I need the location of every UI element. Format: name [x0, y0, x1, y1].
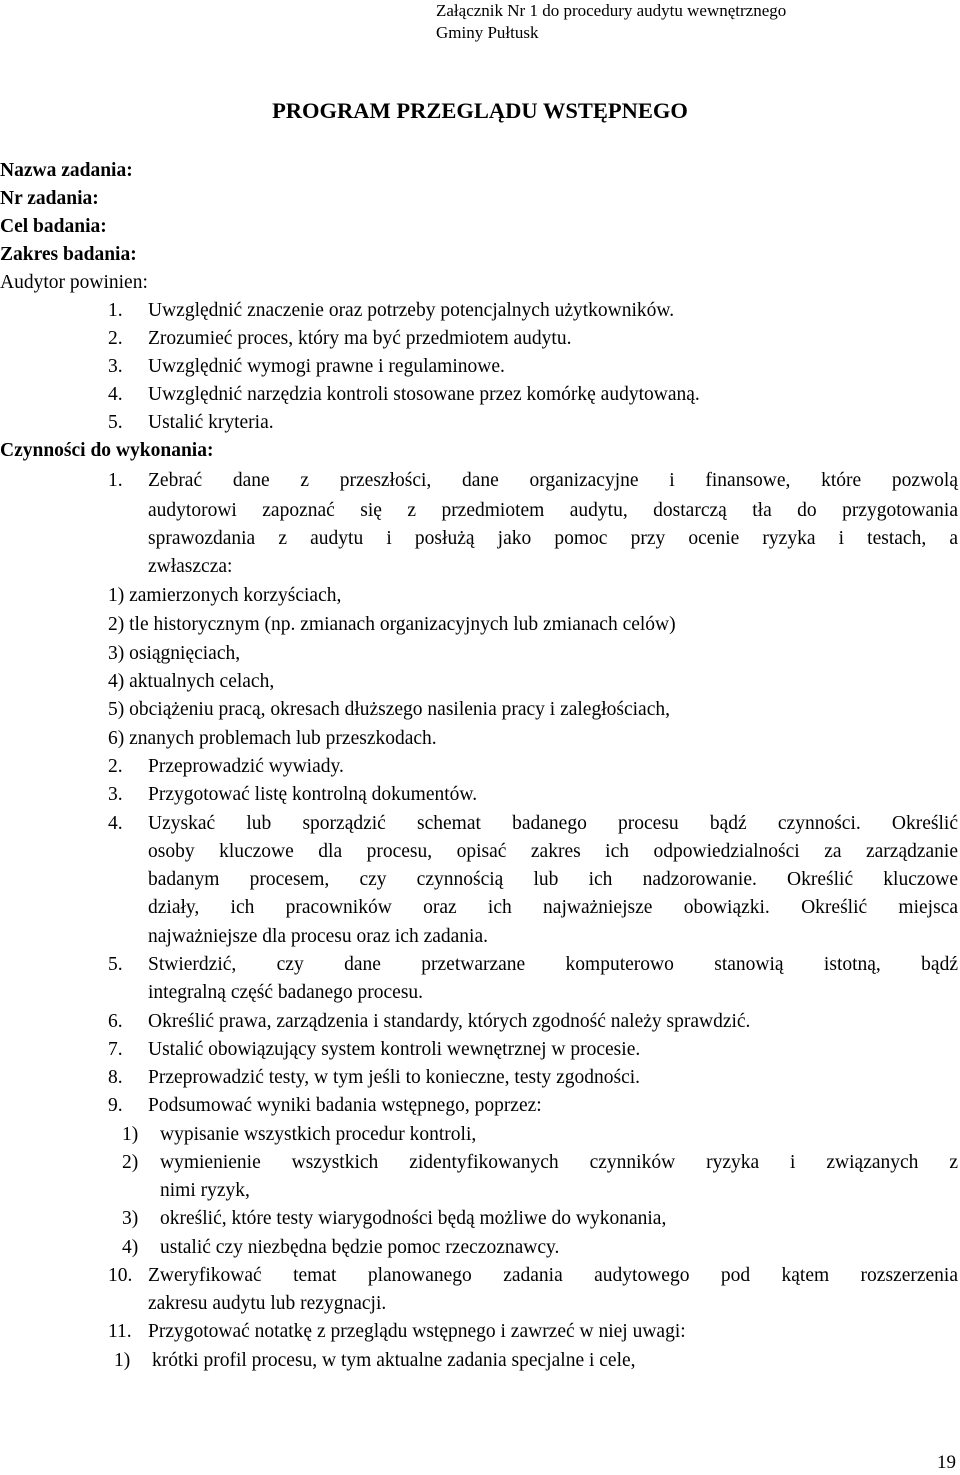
- task-4-num: 4.: [108, 813, 123, 834]
- auditor-item-3: Uwzględnić wymogi prawne i regulaminowe.: [148, 356, 505, 377]
- auditor-item-2: Zrozumieć proces, który ma być przedmiotem audytu.: [148, 328, 572, 349]
- task-3-num: 3.: [108, 784, 123, 805]
- task-9-sub-1-num: 1): [122, 1124, 139, 1145]
- task-1-line-4: zwłaszcza:: [148, 556, 233, 577]
- task-7: Ustalić obowiązujący system kontroli wewnętrznej w procesie.: [148, 1039, 641, 1060]
- task-1-sub-3: 3) osiągnięciach,: [108, 643, 241, 664]
- task-3: Przygotować listę kontrolną dokumentów.: [148, 784, 478, 805]
- auditor-item-1: Uwzględnić znaczenie oraz potrzeby potencjalnych użytkowników.: [148, 300, 675, 321]
- header-line-1: Załącznik Nr 1 do procedury audytu wewnętrznego: [436, 1, 787, 20]
- task-9: Podsumować wyniki badania wstępnego, poprzez:: [148, 1095, 542, 1116]
- task-9-sub-4: ustalić czy niezbędna będzie pomoc rzeczoznawcy.: [160, 1237, 560, 1258]
- page-title: PROGRAM PRZEGLĄDU WSTĘPNEGO: [272, 98, 688, 123]
- task-10-line-2: zakresu audytu lub rezygnacji.: [148, 1293, 387, 1314]
- task-2: Przeprowadzić wywiady.: [148, 756, 344, 777]
- task-4-line-2: osoby kluczowe dla procesu, opisać zakres ich odpowiedzialności za zarządzanie: [148, 841, 958, 862]
- task-1-sub-4: 4) aktualnych celach,: [108, 671, 275, 692]
- task-11-sub-1-num: 1): [114, 1350, 131, 1371]
- task-5-num: 5.: [108, 954, 123, 975]
- task-9-sub-2-cont: nimi ryzyk,: [160, 1180, 250, 1201]
- task-9-num: 9.: [108, 1095, 123, 1116]
- task-5-line-2: integralną część badanego procesu.: [148, 982, 424, 1003]
- tasks-heading: Czynności do wykonania:: [0, 440, 214, 461]
- task-1-sub-6: 6) znanych problemach lub przeszkodach.: [108, 728, 437, 749]
- task-1-sub-1: 1) zamierzonych korzyściach,: [108, 585, 342, 606]
- auditor-item-5-num: 5.: [108, 412, 123, 433]
- task-6-num: 6.: [108, 1011, 123, 1032]
- task-11-num: 11.: [108, 1321, 132, 1342]
- field-nazwa-zadania: Nazwa zadania:: [0, 160, 133, 181]
- attachment-header: [436, 0, 786, 44]
- task-1-line-3: sprawozdania z audytu i posłużą jako pomoc przy ocenie ryzyka i testach, a: [148, 528, 958, 549]
- task-4-line-5: najważniejsze dla procesu oraz ich zadania.: [148, 926, 488, 947]
- field-cel-badania: Cel badania:: [0, 216, 107, 237]
- task-9-sub-3-num: 3): [122, 1208, 139, 1229]
- task-7-num: 7.: [108, 1039, 123, 1060]
- task-4-line-3: badanym procesem, czy czynnością lub ich nadzorowanie. Określić kluczowe: [148, 869, 958, 890]
- task-8: Przeprowadzić testy, w tym jeśli to konieczne, testy zgodności.: [148, 1067, 641, 1088]
- task-10-num: 10.: [108, 1265, 133, 1286]
- auditor-heading: Audytor powinien:: [0, 272, 148, 293]
- task-8-num: 8.: [108, 1067, 123, 1088]
- task-4-line-1: Uzyskać lub sporządzić schemat badanego procesu bądź czynności. Określić: [148, 813, 958, 834]
- task-1-line-2: audytorowi zapoznać się z przedmiotem audytu, dostarczą tła do przygotowania: [148, 500, 958, 521]
- task-10-line-1: Zweryfikować temat planowanego zadania audytowego pod kątem rozszerzenia: [148, 1265, 958, 1286]
- field-nr-zadania: Nr zadania:: [0, 188, 99, 209]
- task-11: Przygotować notatkę z przeglądu wstępnego i zawrzeć w niej uwagi:: [148, 1321, 686, 1342]
- task-1-sub-5: 5) obciążeniu pracą, okresach dłuższego nasilenia pracy i zaległościach,: [108, 699, 670, 720]
- task-9-sub-3: określić, które testy wiarygodności będą możliwe do wykonania,: [160, 1208, 667, 1229]
- task-9-sub-4-num: 4): [122, 1237, 139, 1258]
- auditor-item-3-num: 3.: [108, 356, 123, 377]
- auditor-item-5: Ustalić kryteria.: [148, 412, 274, 433]
- auditor-item-2-num: 2.: [108, 328, 123, 349]
- page-number: 19: [937, 1452, 956, 1473]
- task-9-sub-1: wypisanie wszystkich procedur kontroli,: [160, 1124, 477, 1145]
- task-4-line-4: działy, ich pracowników oraz ich najważniejsze obowiązki. Określić miejsca: [148, 897, 958, 918]
- task-11-sub-1: krótki profil procesu, w tym aktualne zadania specjalne i cele,: [152, 1350, 636, 1371]
- task-6: Określić prawa, zarządzenia i standardy, których zgodność należy sprawdzić.: [148, 1011, 751, 1032]
- task-9-sub-2: wymienienie wszystkich zidentyfikowanych czynników ryzyka i związanych z: [160, 1152, 958, 1173]
- task-5-line-1: Stwierdzić, czy dane przetwarzane komputerowo stanowią istotną, bądź: [148, 954, 958, 975]
- field-zakres-badania: Zakres badania:: [0, 244, 137, 265]
- task-2-num: 2.: [108, 756, 123, 777]
- auditor-item-4-num: 4.: [108, 384, 123, 405]
- task-1-sub-2: 2) tle historycznym (np. zmianach organizacyjnych lub zmianach celów): [108, 614, 676, 635]
- task-1-num: 1.: [108, 470, 123, 491]
- task-9-sub-2-num: 2): [122, 1152, 139, 1173]
- auditor-item-1-num: 1.: [108, 300, 123, 321]
- task-1-line-1: Zebrać dane z przeszłości, dane organizacyjne i finansowe, które pozwolą: [148, 470, 958, 491]
- auditor-item-4: Uwzględnić narzędzia kontroli stosowane przez komórkę audytowaną.: [148, 384, 700, 405]
- header-line-2: Gminy Pułtusk: [436, 23, 539, 42]
